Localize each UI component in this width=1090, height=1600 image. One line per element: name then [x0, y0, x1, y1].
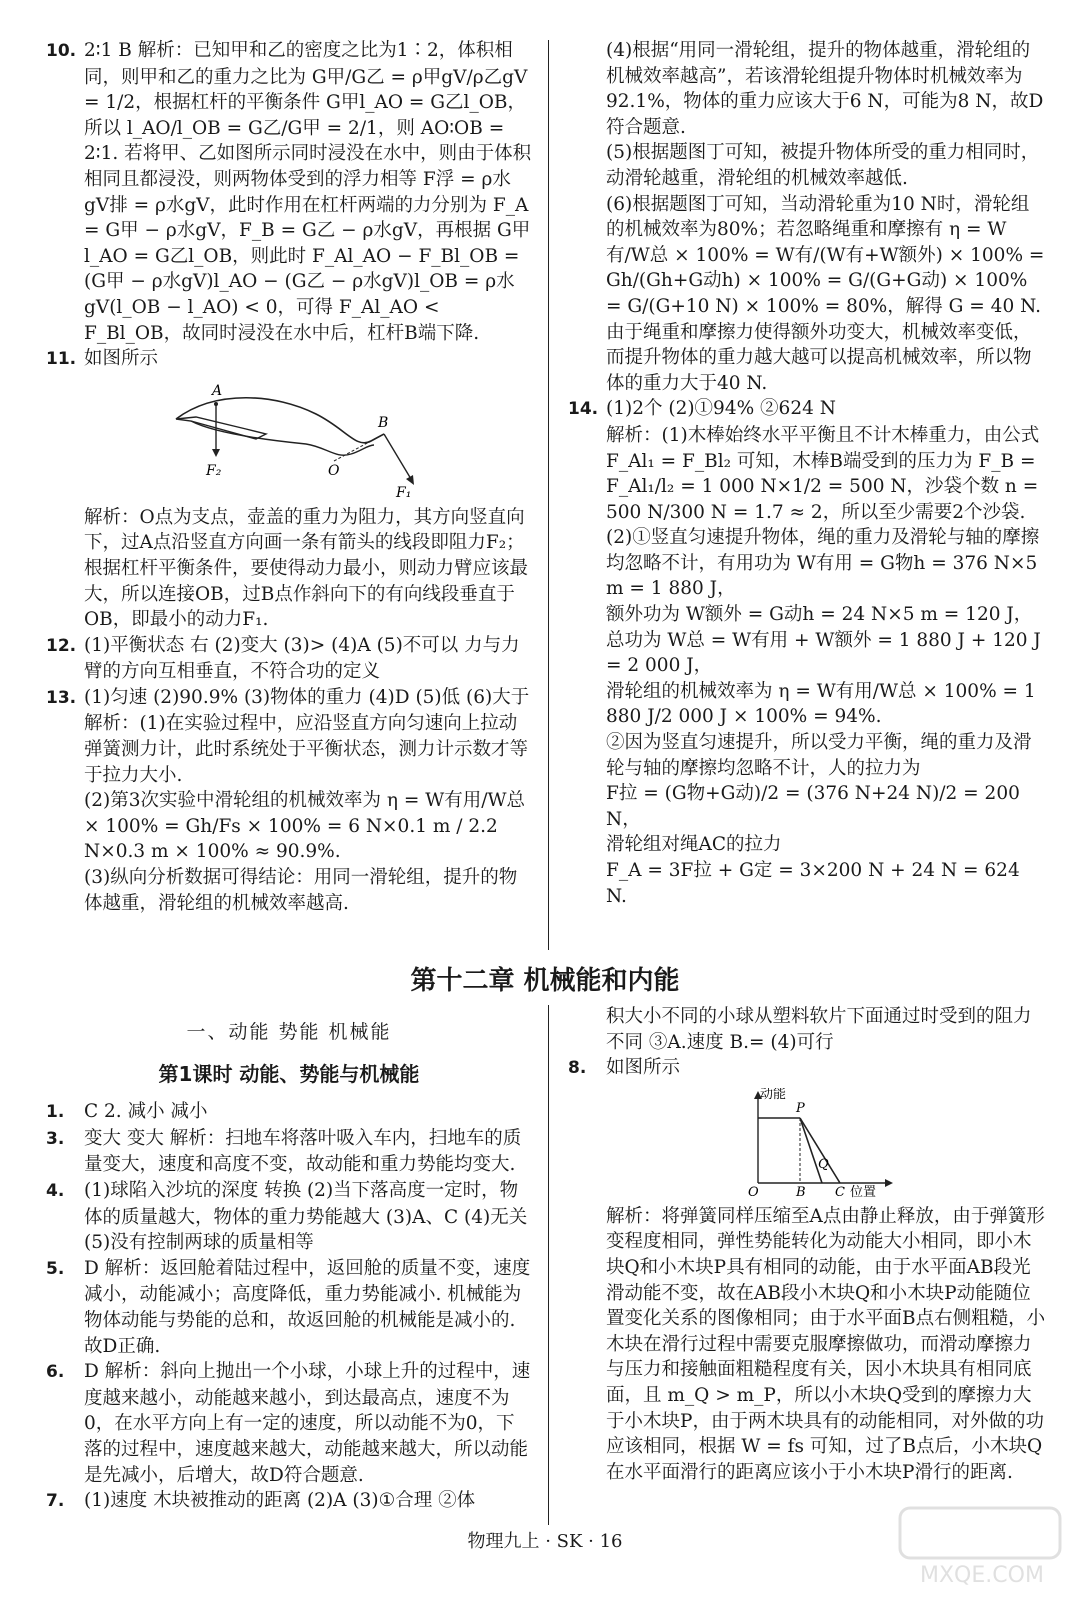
- answer-10: 10. 2∶1 B 解析：已知甲和乙的密度之比为1∶2，体积相同，则甲和乙的重力之比为 G甲/G乙 = ρ甲gV/ρ乙gV = 1/2，根据杠杆的平衡条件 G甲l_AO = G乙l_OB，所以 l_AO/l_OB = G乙/G甲 = 2/1，则 AO∶OB = 2∶1. 若将甲、乙如图所示同时浸没在水中，则由于体积相同且都浸没，则两物体受到的浮力相等 F浮 = ρ水gV排 = ρ水gV，此时作用在杠杆两端的力分别为 F_A = G甲 − ρ水gV，F_B = G乙 − ρ水gV，再根据 G甲l_AO = G乙l_OB，则此时 F_Al_AO − F_Bl_OB = (G甲 − ρ水gV)l_AO − (G乙 − ρ水gV)l_OB = ρ水gV(l_OB − l_AO) < 0，可得 F_Al_AO < F_Bl_OB，故同时浸没在水中后，杠杆B端下降.: [46, 40, 532, 344]
- left-column-bottom: [46, 1008, 532, 1515]
- fig11-label-f2: F₂: [206, 462, 222, 479]
- explain-13-1: 解析：(1)在实验过程中，应沿竖直方向匀速向上拉动弹簧测力计，此时系统处于平衡状态，测力计示数才等于拉力大小.: [84, 713, 529, 786]
- answer-13: 13. (1)匀速 (2)90.9% (3)物体的重力 (4)D (5)低 (6)大于: [46, 686, 530, 708]
- explain-13-4: (4)根据“用同一滑轮组，提升的物体越重，滑轮组的机械效率越高”，若该滑轮组提升物体时机械效率为92.1%，物体的重力应该大于6 N，可能为8 N，故D符合题意.: [606, 40, 1044, 138]
- section-title: 一、动能 势能 机械能: [186, 1021, 392, 1043]
- graph-label-p: P: [796, 1100, 805, 1116]
- graph-ylabel: 动能: [760, 1087, 787, 1102]
- kinetic-energy-graph: [738, 1088, 898, 1198]
- answer-5: 5. D 解析：返回舱着陆过程中，返回舱的质量不变，速度减小，动能减小；高度降低，重力势能减小. 机械能为物体动能与势能的总和，故返回舱的机械能是减小的. 故D正确.: [46, 1257, 531, 1357]
- answer-14: 14. (1)2个 (2)①94% ②624 N: [568, 398, 836, 420]
- answer-12: 12. (1)平衡状态 右 (2)变大 (3)> (4)A (5)不可以 力与力臂的方向互相垂直，不符合功的定义: [46, 634, 520, 683]
- explain-13-6: (6)根据题图丁可知，当动滑轮重为10 N时，滑轮组的机械效率为80%；若忽略绳重和摩擦有 η = W有/W总 × 100% = W有/(W有+W额外) × 100% = Gh/(Gh+G动h) × 100% = G/(G+G动) × 100% = G/(G+10 N) × 100% = 80%，解得 G = 40 N. 由于绳重和摩擦力使得额外功变大，机械效率变低，而提升物体的重力越大越可以提高机械效率，所以物体的重力大于40 N.: [606, 193, 1045, 394]
- lever-teapot-figure: [156, 379, 416, 499]
- explain-13-3: (3)纵向分析数据可得结论：用同一滑轮组，提升的物体越重，滑轮组的机械效率越高.: [84, 867, 518, 914]
- answer-8: 8. 如图所示: [568, 1057, 681, 1079]
- column-divider-lower: [548, 1005, 549, 1525]
- page-footer: 物理九上 · SK · 16: [467, 1531, 623, 1552]
- explain-14-3: 额外功为 W额外 = G动h = 24 N×5 m = 120 J，: [606, 604, 1033, 626]
- fig11-label-o: O: [328, 462, 340, 479]
- answer-7-cont: 积大小不同的小球从塑料软片下面通过时受到的阻力不同 ③A.速度 B.= (4)可行: [606, 1006, 1032, 1053]
- chapter-title: 第十二章 机械能和内能: [410, 966, 680, 996]
- explain-13-2: (2)第3次实验中滑轮组的机械效率为 η = W有用/W总 × 100% = Gh/Fs × 100% = 6 N×0.1 m / 2.2 N×0.3 m × 100% ≈ 90.9%.: [84, 790, 525, 863]
- graph-label-q: Q: [818, 1156, 829, 1172]
- answer-11: 11. 如图所示: [46, 348, 159, 370]
- explain-11: 解析：O点为支点，壶盖的重力为阻力，其方向竖直向下，过A点沿竖直方向画一条有箭头的线段即阻力F₂；根据杠杆平衡条件，要使得动力最小，则动力臂应该最大，所以连接OB，过B点作斜向下的有向线段垂直于OB，即最小的动力F₁.: [84, 506, 529, 631]
- explain-14-9: F_A = 3F拉 + G定 = 3×200 N + 24 N = 624 N.: [606, 860, 1020, 907]
- explain-14-8: 滑轮组对绳AC的拉力: [606, 834, 782, 856]
- explain-14-6: ②因为竖直匀速提升，所以受力平衡，绳的重力及滑轮与轴的摩擦均忽略不计，人的拉力为: [606, 732, 1032, 779]
- explain-14-2: (2)①竖直匀速提升物体，绳的重力及滑轮与轴的摩擦均忽略不计，有用功为 W有用 = G物h = 376 N×5 m = 1 880 J，: [606, 527, 1040, 600]
- graph-xlabel: 位置: [850, 1184, 877, 1198]
- answer-1-2: 1. C 2. 减小 减小: [46, 1101, 208, 1123]
- answer-6: 6. D 解析：斜向上抛出一个小球，小球上升的过程中，速度越来越小，动能越来越小，到达最高点，速度不为0，在水平方向上有一定的速度，所以动能不为0，下落的过程中，速度越来越大，动能越来越大，所以动能是先减小，后增大，故D符合题意.: [46, 1361, 531, 1486]
- answer-7: 7. (1)速度 木块被推动的距离 (2)A (3)①合理 ②体: [46, 1490, 476, 1512]
- fig11-label-a: A: [212, 382, 223, 399]
- answer-3: 3. 变大 变大 解析：扫地车将落叶吸入车内，扫地车的质量变大，速度和高度不变，故动能和重力势能均变大.: [46, 1127, 522, 1176]
- explain-8: 解析：将弹簧同样压缩至A点由静止释放，由于弹簧形变程度相同，弹性势能转化为动能大小相同，即小木块Q和小木块P具有相同的动能，由于水平面AB段光滑动能不变，故在AB段小木块Q和小木块P动能随位置变化关系的图像相同；由于水平面B点右侧粗糙，小木块在滑行过程中需要克服摩擦做功，而滑动摩擦力与压力和接触面粗糙程度有关，因小木块具有相同底面，且 m_Q > m_P，所以小木块Q受到的摩擦力大于小木块P，由于两木块具有的动能相同，对外做的功应该相同，根据 W = fs 可知，过了B点后，小木块Q在水平面滑行的距离应该小于小木块P滑行的距离.: [606, 1205, 1046, 1483]
- watermark-text: MXQE.COM: [920, 1563, 1044, 1588]
- graph-label-b: B: [796, 1184, 806, 1198]
- graph-label-c: C: [835, 1184, 845, 1198]
- answer-4: 4. (1)球陷入沙坑的深度 转换 (2)当下落高度一定时，物体的质量越大，物体的重力势能越大 (3)A、C (4)无关 (5)没有控制两球的质量相等: [46, 1179, 528, 1254]
- explain-14-1: 解析：(1)木棒始终水平平衡且不计木棒重力，由公式 F_Al₁ = F_Bl₂ 可知，木棒B端受到的压力为 F_B = F_Al₁/l₂ = 1 000 N×1/2 = 500 N，沙袋个数 n = 500 N/300 N = 1.7 ≈ 2，所以至少需要2个沙袋.: [606, 424, 1040, 523]
- explain-14-7: F拉 = (G物+G动)/2 = (376 N+24 N)/2 = 200 N，: [606, 783, 1020, 830]
- explain-13-5: (5)根据题图丁可知，被提升物体所受的重力相同时，动滑轮越重，滑轮组的机械效率越低.: [606, 142, 1040, 189]
- explain-14-5: 滑轮组的机械效率为 η = W有用/W总 × 100% = 1 880 J/2 000 J × 100% = 94%.: [606, 680, 1036, 728]
- fig11-label-b: B: [378, 414, 389, 431]
- fig11-label-f1: F₁: [396, 484, 412, 499]
- right-column-top: [568, 38, 1046, 909]
- left-column-top: [46, 38, 532, 916]
- watermark-logo: [890, 1500, 1070, 1590]
- lesson-title: 第1课时 动能、势能与机械能: [158, 1061, 420, 1086]
- explain-14-4: 总功为 W总 = W有用 + W额外 = 1 880 J + 120 J = 2 000 J，: [606, 629, 1041, 677]
- graph-label-o: O: [748, 1184, 759, 1198]
- column-divider: [548, 40, 549, 950]
- right-column-bottom: [568, 1004, 1046, 1485]
